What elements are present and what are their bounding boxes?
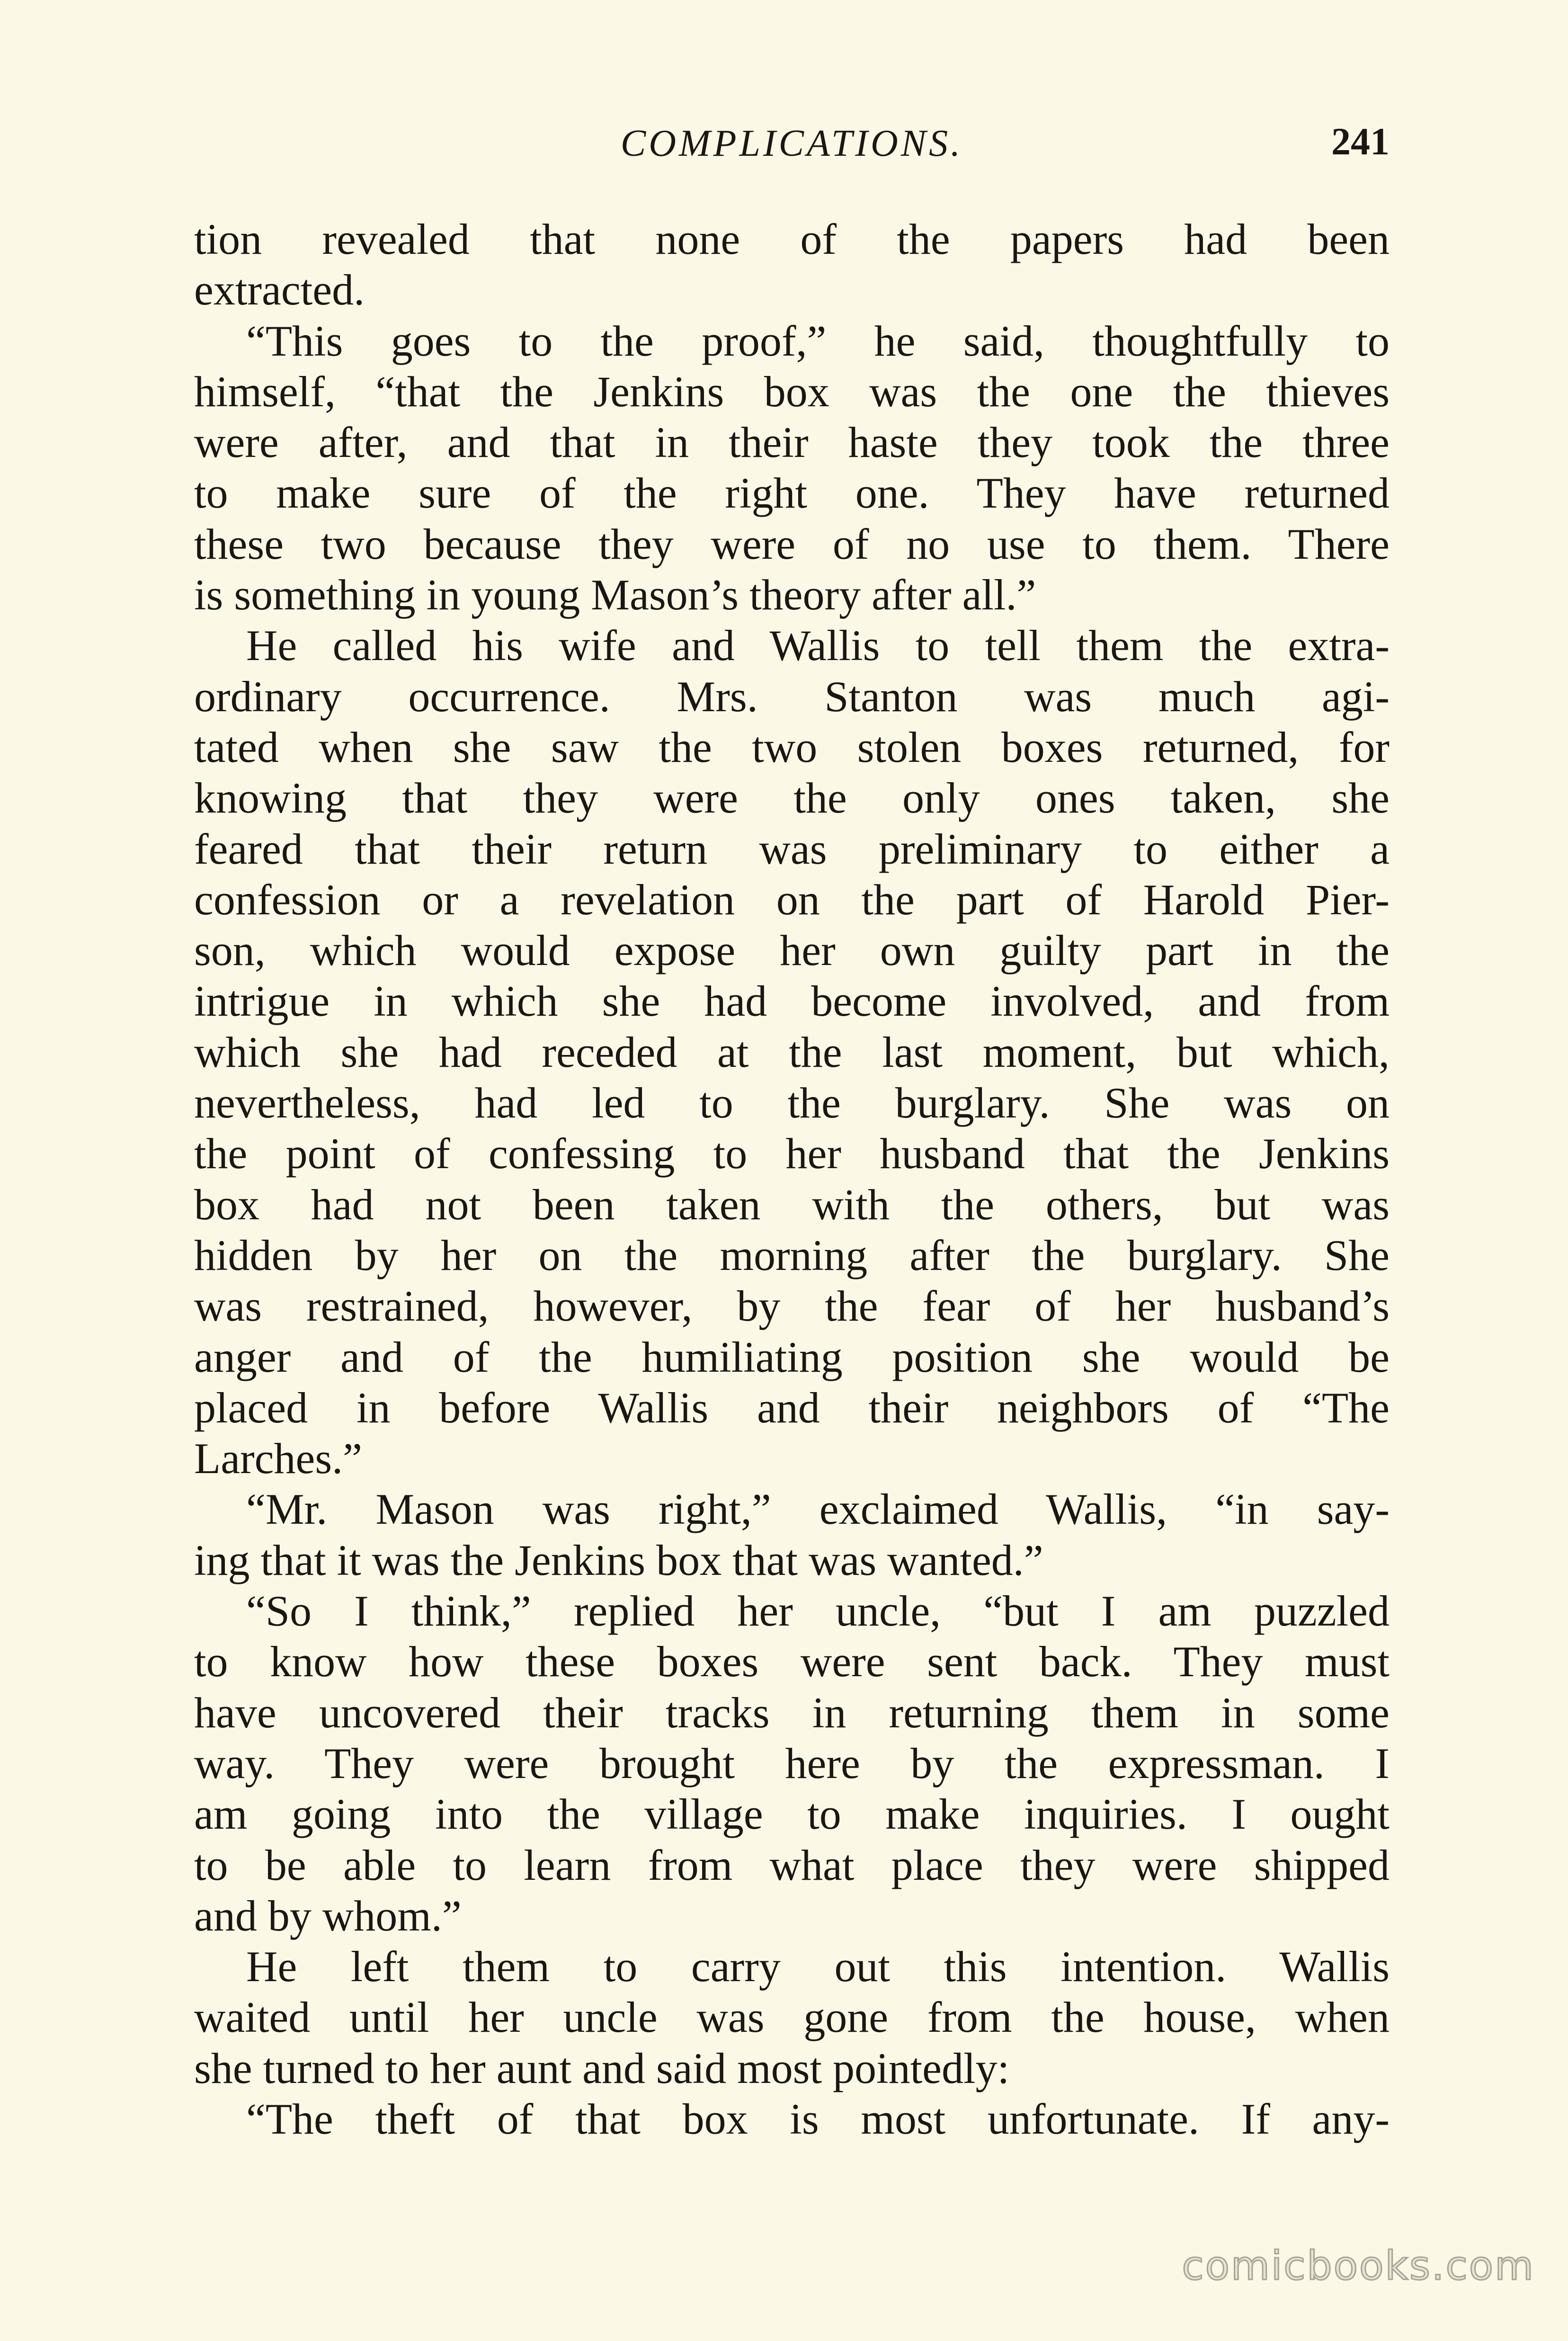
text-line: were after, and that in their haste they took the three <box>194 418 1390 467</box>
text-line: the point of confessing to her husband that the Jenkins <box>194 1129 1390 1178</box>
chapter-title: COMPLICATIONS. <box>620 123 963 164</box>
text-line: extracted. <box>194 266 365 314</box>
text-line: knowing that they were the only ones taken, she <box>194 774 1390 822</box>
watermark: comicbooks.com <box>1182 2243 1535 2289</box>
text-line: Larches.” <box>194 1434 362 1483</box>
text-line: am going into the village to make inquiries. I ought <box>194 1790 1390 1839</box>
text-line: He called his wife and Wallis to tell them the extra- <box>246 621 1390 670</box>
page-number: 241 <box>1331 120 1390 163</box>
text-line: box had not been taken with the others, but was <box>194 1180 1390 1229</box>
text-line: ordinary occurrence. Mrs. Stanton was much agi- <box>194 672 1390 721</box>
text-line: himself, “that the Jenkins box was the one the thieves <box>194 367 1390 416</box>
text-line: have uncovered their tracks in returning them in some <box>194 1688 1390 1737</box>
text-line: she turned to her aunt and said most pointedly: <box>194 2044 1010 2092</box>
text-line: tated when she saw the two stolen boxes returned, for <box>194 723 1390 771</box>
text-line: to be able to learn from what place they were shipped <box>194 1841 1390 1889</box>
text-line: and by whom.” <box>194 1891 462 1940</box>
text-line: placed in before Wallis and their neighbors of “The <box>194 1383 1390 1432</box>
text-line: to know how these boxes were sent back. They must <box>194 1637 1390 1686</box>
text-line: “The theft of that box is most unfortunate. If any- <box>246 2094 1390 2143</box>
text-line: feared that their return was preliminary to either a <box>194 824 1390 873</box>
text-line: son, which would expose her own guilty part in the <box>194 926 1390 975</box>
text-line: to make sure of the right one. They have returned <box>194 469 1390 518</box>
text-line: is something in young Mason’s theory after all.” <box>194 571 1036 619</box>
text-line: was restrained, however, by the fear of her husband’s <box>194 1282 1390 1331</box>
text-line: confession or a revelation on the part of Harold Pier- <box>194 875 1390 924</box>
text-line: “This goes to the proof,” he said, thoughtfully to <box>246 316 1390 365</box>
text-line: “Mr. Mason was right,” exclaimed Wallis, “in say- <box>246 1485 1390 1534</box>
text-line: He left them to carry out this intention. Wallis <box>246 1942 1390 1991</box>
text-line: intrigue in which she had become involved, and from <box>194 977 1390 1026</box>
text-line: these two because they were of no use to them. There <box>194 519 1390 568</box>
running-head <box>194 114 1390 166</box>
text-line: “So I think,” replied her uncle, “but I am puzzled <box>246 1587 1390 1635</box>
text-line: hidden by her on the morning after the burglary. She <box>194 1231 1390 1279</box>
text-line: waited until her uncle was gone from the house, when <box>194 1993 1390 2042</box>
text-line: ing that it was the Jenkins box that was wanted.” <box>194 1536 1043 1584</box>
text-line: nevertheless, had led to the burglary. She was on <box>194 1079 1390 1127</box>
text-line: which she had receded at the last moment, but which, <box>194 1028 1390 1076</box>
text-line: anger and of the humiliating position she would be <box>194 1332 1390 1381</box>
text-line: way. They were brought here by the expressman. I <box>194 1739 1390 1787</box>
text-line: tion revealed that none of the papers had been <box>194 215 1390 263</box>
body-text <box>194 214 1390 2144</box>
